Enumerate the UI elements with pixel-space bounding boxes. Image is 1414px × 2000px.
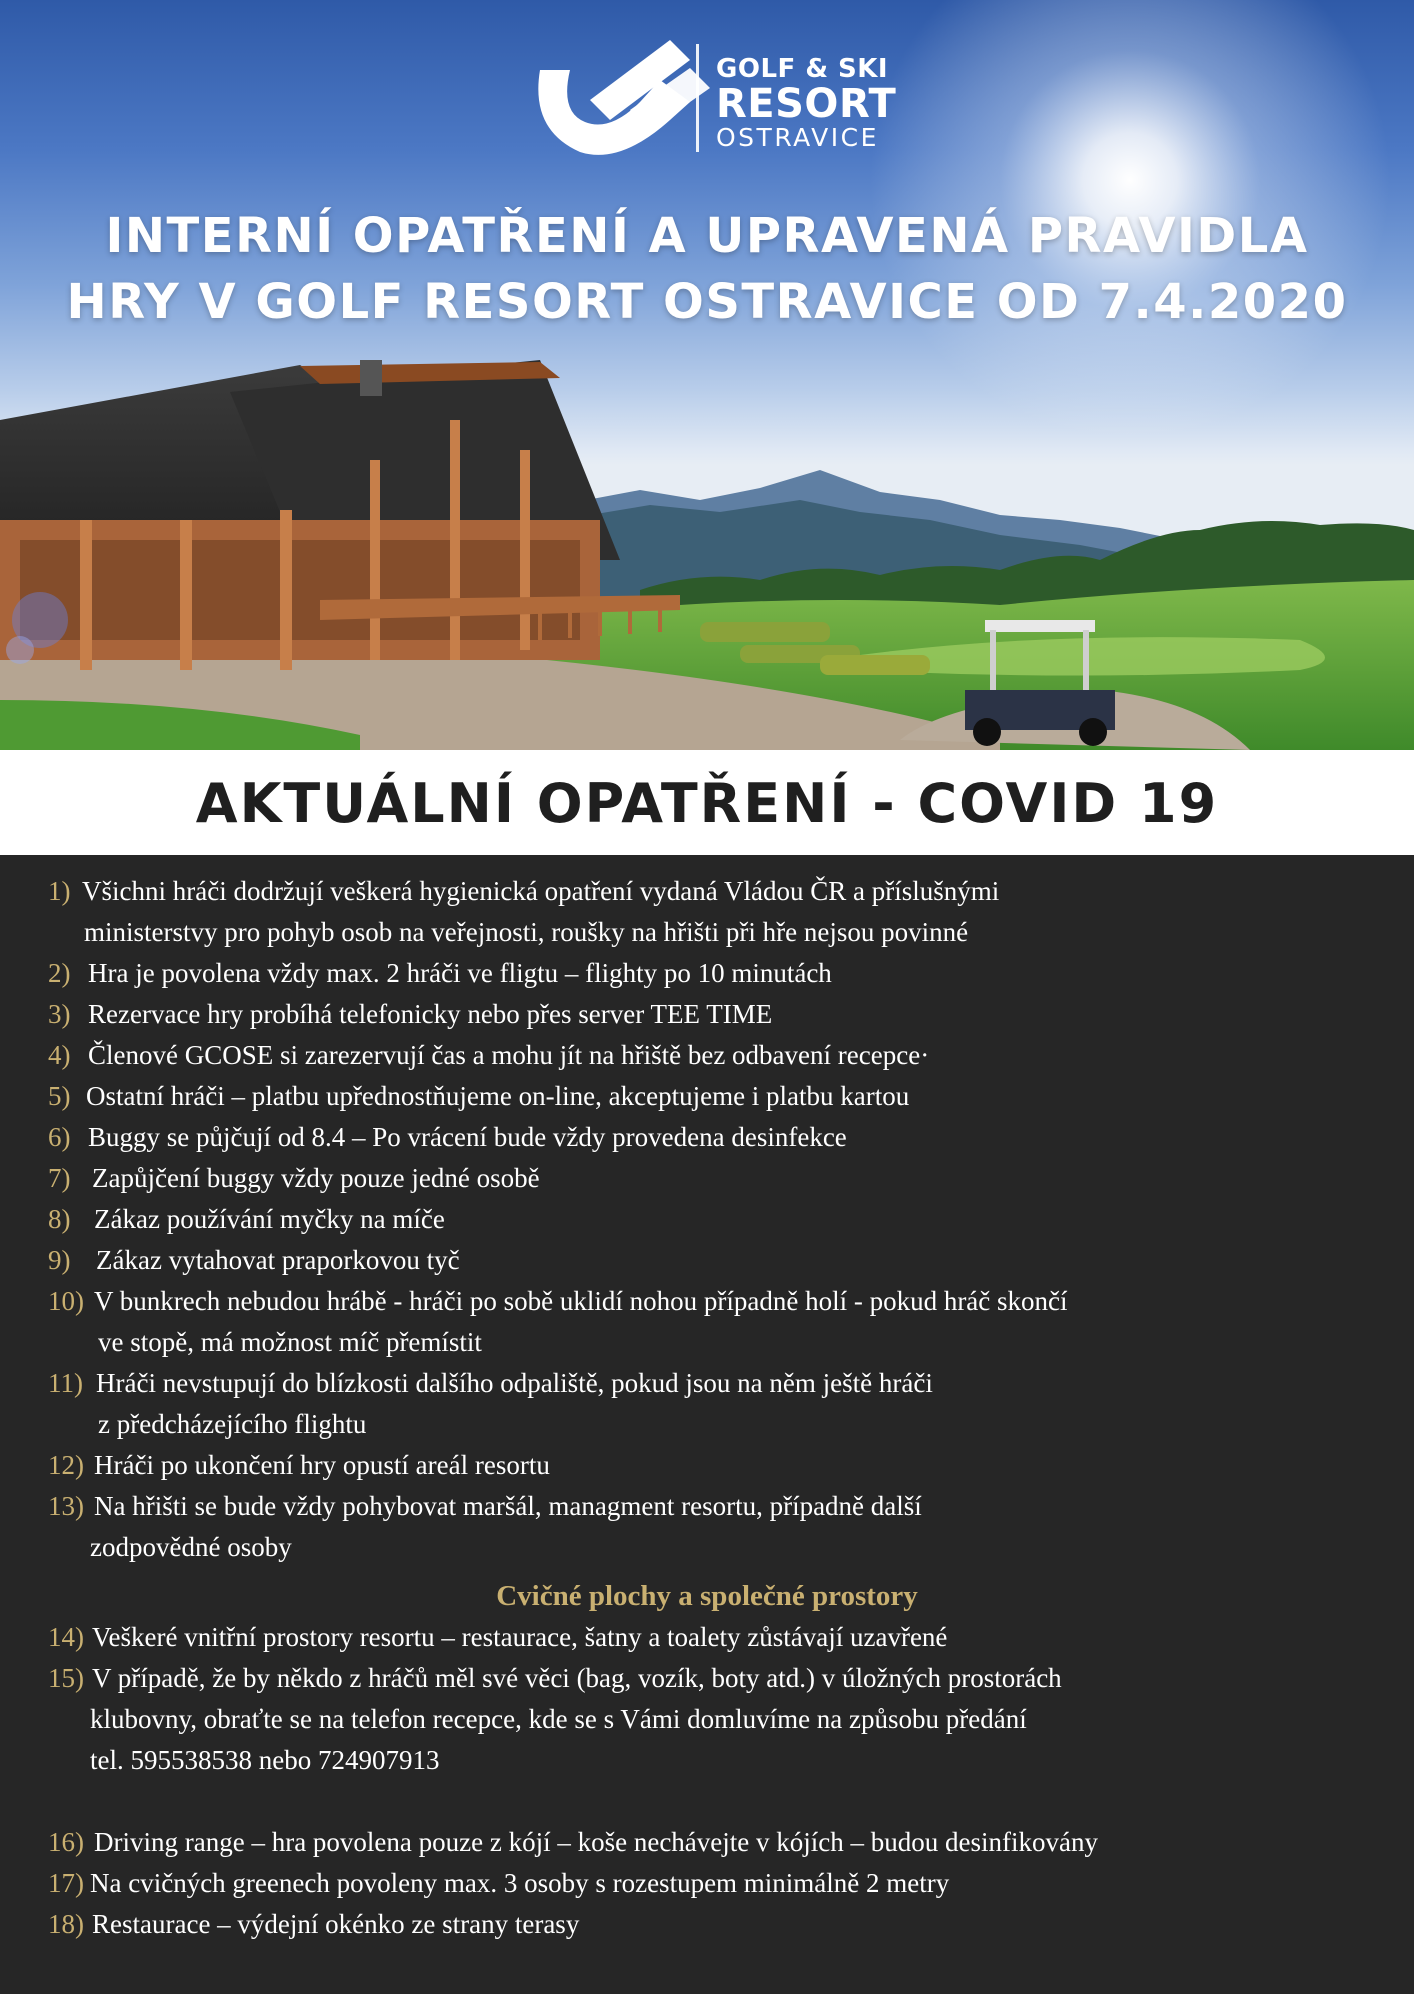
- rule-text: Hra je povolena vždy max. 2 hráči ve fligtu – flighty po 10 minutách: [88, 958, 832, 988]
- rule-number: 18): [48, 1909, 84, 1939]
- rule-text: Hráči po ukončení hry opustí areál resortu: [94, 1450, 550, 1480]
- rule-text: V případě, že by někdo z hráčů měl své věci (bag, vozík, boty atd.) v úložných prostorách: [92, 1663, 1062, 1693]
- rule-text: Na hřišti se bude vždy pohybovat maršál, managment resortu, případně další: [94, 1491, 922, 1521]
- rule-text: Zapůjčení buggy vždy pouze jedné osobě: [92, 1163, 540, 1193]
- rule-text-continuation: ministerstvy pro pohyb osob na veřejnosti, roušky na hřišti při hře nejsou povinné: [84, 917, 969, 947]
- rule-number: 8): [48, 1204, 71, 1234]
- rule-text-continuation: ve stopě, má možnost míč přemístit: [98, 1327, 482, 1357]
- logo-line-ostravice: OSTRAVICE: [716, 123, 879, 152]
- rule-number: 7): [48, 1163, 71, 1193]
- covid-subtitle: AKTUÁLNÍ OPATŘENÍ - COVID 19: [195, 772, 1219, 835]
- rule-text-continuation: z předcházejícího flightu: [98, 1409, 367, 1439]
- rule-text: Buggy se půjčují od 8.4 – Po vrácení bude vždy provedena desinfekce: [88, 1122, 847, 1152]
- rule-text: Driving range – hra povolena pouze z kójí – koše nechávejte v kójích – budou desinfikovány: [94, 1827, 1098, 1857]
- rule-text: Všichni hráči dodržují veškerá hygienická opatření vydaná Vládou ČR a příslušnými: [82, 876, 1000, 906]
- rule-number: 2): [48, 958, 71, 988]
- rule-phone-line: tel. 595538538 nebo 724907913: [90, 1745, 440, 1775]
- logo-divider: [696, 44, 699, 152]
- rule-number: 5): [48, 1081, 71, 1111]
- rule-text-continuation: klubovny, obraťte se na telefon recepce, kde se s Vámi domluvíme na způsobu předání: [90, 1704, 1027, 1734]
- rule-number: 1): [48, 876, 71, 906]
- rule-number: 11): [48, 1368, 83, 1398]
- rule-text: Zákaz vytahovat praporkovou tyč: [96, 1245, 460, 1275]
- panel-bottom-edge: [0, 1994, 1414, 2000]
- section-heading: Cvičné plochy a společné prostory: [496, 1580, 918, 1612]
- hero-title-line-1: INTERNÍ OPATŘENÍ A UPRAVENÁ PRAVIDLA: [105, 208, 1309, 264]
- rule-text: Veškeré vnitřní prostory resortu – restaurace, šatny a toalety zůstávají uzavřené: [92, 1622, 948, 1652]
- hero-title-line-2: HRY V GOLF RESORT OSTRAVICE OD 7.4.2020: [66, 274, 1348, 330]
- rule-number: 12): [48, 1450, 84, 1480]
- rule-text: Rezervace hry probíhá telefonicky nebo přes server TEE TIME: [88, 999, 773, 1029]
- rule-number: 13): [48, 1491, 84, 1521]
- rule-number: 15): [48, 1663, 84, 1693]
- hero-banner: [0, 0, 1414, 750]
- rule-number: 17): [48, 1868, 84, 1898]
- rule-text: Zákaz používání myčky na míče: [94, 1204, 445, 1234]
- logo-line-resort: RESORT: [716, 81, 897, 127]
- rule-text: Členové GCOSE si zarezervují čas a mohu jít na hřiště bez odbavení recepce·: [88, 1040, 930, 1070]
- rule-number: 9): [48, 1245, 71, 1275]
- rule-number: 14): [48, 1622, 84, 1652]
- rule-number: 4): [48, 1040, 71, 1070]
- rule-text: Ostatní hráči – platbu upřednostňujeme on-line, akceptujeme i platbu kartou: [86, 1081, 910, 1111]
- rule-number: 10): [48, 1286, 84, 1316]
- rule-text: Hráči nevstupují do blízkosti dalšího odpaliště, pokud jsou na něm ještě hráči: [96, 1368, 933, 1398]
- rule-number: 6): [48, 1122, 71, 1152]
- rule-text-continuation: zodpovědné osoby: [90, 1532, 292, 1562]
- rule-text: V bunkrech nebudou hrábě - hráči po sobě uklidí nohou případně holí - pokud hráč skončí: [94, 1286, 1068, 1316]
- rule-text: Restaurace – výdejní okénko ze strany terasy: [92, 1909, 580, 1939]
- logo-line-golf-ski: GOLF & SKI: [716, 54, 889, 84]
- rule-text: Na cvičných greenech povoleny max. 3 osoby s rozestupem minimálně 2 metry: [90, 1868, 950, 1898]
- logo-wordmark: [716, 56, 896, 150]
- rule-number: 3): [48, 999, 71, 1029]
- rule-number: 16): [48, 1827, 84, 1857]
